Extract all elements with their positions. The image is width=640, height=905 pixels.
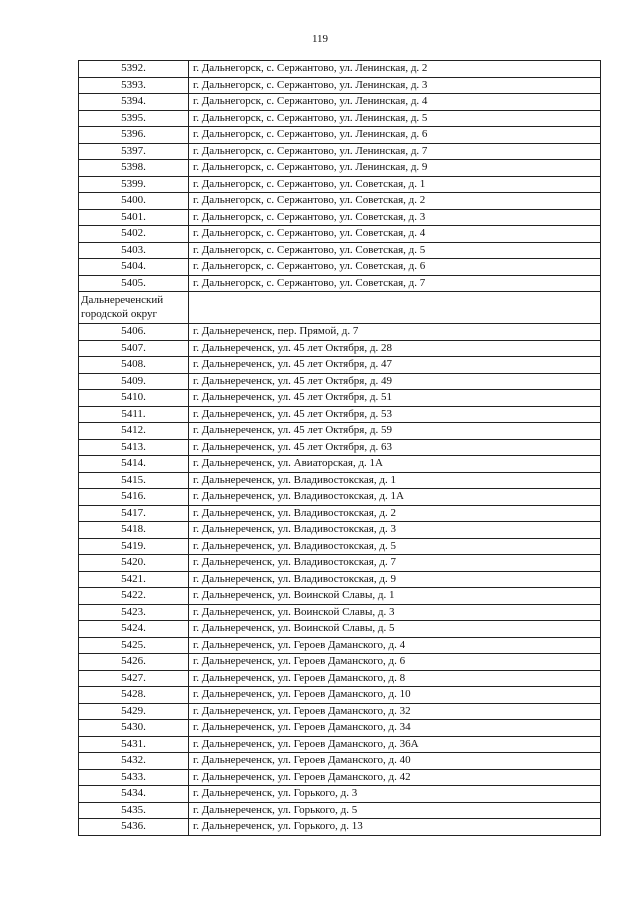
table-row [79,193,601,210]
row-number: 5393. [79,77,189,94]
row-address: г. Дальнереченск, пер. Прямой, д. 7 [189,324,601,341]
row-address: г. Дальнереченск, ул. Героев Даманского, д. 6 [189,654,601,671]
table-row [79,209,601,226]
row-number: 5403. [79,242,189,259]
table-row [79,522,601,539]
row-address: г. Дальнегорск, с. Сержантово, ул. Советская, д. 3 [189,209,601,226]
row-address: г. Дальнереченск, ул. Воинской Славы, д. 1 [189,588,601,605]
table-row [79,654,601,671]
row-address: г. Дальнереченск, ул. Героев Даманского, д. 42 [189,769,601,786]
row-number: 5395. [79,110,189,127]
row-address: г. Дальнереченск, ул. 45 лет Октября, д. 59 [189,423,601,440]
row-address: г. Дальнереченск, ул. 45 лет Октября, д. 47 [189,357,601,374]
row-address: г. Дальнереченск, ул. Горького, д. 3 [189,786,601,803]
table-row [79,769,601,786]
table-row [79,143,601,160]
row-number: 5413. [79,439,189,456]
row-number: 5420. [79,555,189,572]
table-row [79,423,601,440]
row-number: 5429. [79,703,189,720]
row-address: г. Дальнереченск, ул. 45 лет Октября, д. 51 [189,390,601,407]
row-number: 5400. [79,193,189,210]
row-number: 5419. [79,538,189,555]
row-number: 5409. [79,373,189,390]
row-number: 5404. [79,259,189,276]
section-title: Дальнереченский городской округ [79,292,189,324]
table-row [79,127,601,144]
row-address: г. Дальнегорск, с. Сержантово, ул. Ленинская, д. 4 [189,94,601,111]
row-address: г. Дальнереченск, ул. Владивостокская, д. 1А [189,489,601,506]
row-address: г. Дальнереченск, ул. Владивостокская, д. 5 [189,538,601,555]
row-address: г. Дальнегорск, с. Сержантово, ул. Ленинская, д. 2 [189,61,601,78]
row-address: г. Дальнегорск, с. Сержантово, ул. Советская, д. 6 [189,259,601,276]
row-number: 5401. [79,209,189,226]
row-number: 5436. [79,819,189,836]
row-number: 5425. [79,637,189,654]
table-row [79,357,601,374]
table-row [79,390,601,407]
table-row [79,670,601,687]
table-row [79,538,601,555]
row-number: 5397. [79,143,189,160]
table-row [79,456,601,473]
table-row [79,77,601,94]
table-row [79,736,601,753]
table-row [79,61,601,78]
row-address: г. Дальнегорск, с. Сержантово, ул. Советская, д. 5 [189,242,601,259]
row-address: г. Дальнегорск, с. Сержантово, ул. Советская, д. 7 [189,275,601,292]
row-number: 5405. [79,275,189,292]
row-address: г. Дальнереченск, ул. Героев Даманского, д. 4 [189,637,601,654]
row-address: г. Дальнереченск, ул. 45 лет Октября, д. 28 [189,340,601,357]
row-address: г. Дальнереченск, ул. Героев Даманского, д. 32 [189,703,601,720]
row-number: 5406. [79,324,189,341]
row-address: г. Дальнереченск, ул. Горького, д. 13 [189,819,601,836]
row-number: 5396. [79,127,189,144]
table-row [79,687,601,704]
row-number: 5431. [79,736,189,753]
section-empty-cell [189,292,601,324]
table-row [79,160,601,177]
row-address: г. Дальнегорск, с. Сержантово, ул. Советская, д. 4 [189,226,601,243]
table-row [79,489,601,506]
row-number: 5408. [79,357,189,374]
row-number: 5407. [79,340,189,357]
address-table [78,60,601,836]
row-address: г. Дальнереченск, ул. 45 лет Октября, д. 63 [189,439,601,456]
table-row [79,373,601,390]
table-row [79,110,601,127]
table-row [79,571,601,588]
row-number: 5421. [79,571,189,588]
table-row [79,555,601,572]
table-row [79,275,601,292]
row-number: 5423. [79,604,189,621]
row-number: 5392. [79,61,189,78]
row-address: г. Дальнереченск, ул. Горького, д. 5 [189,802,601,819]
table-row [79,226,601,243]
row-number: 5402. [79,226,189,243]
table-row [79,439,601,456]
table-row [79,819,601,836]
row-number: 5418. [79,522,189,539]
row-number: 5410. [79,390,189,407]
row-number: 5398. [79,160,189,177]
row-address: г. Дальнереченск, ул. Воинской Славы, д. 5 [189,621,601,638]
row-address: г. Дальнегорск, с. Сержантово, ул. Ленинская, д. 5 [189,110,601,127]
table-row [79,753,601,770]
row-number: 5426. [79,654,189,671]
row-number: 5422. [79,588,189,605]
row-number: 5411. [79,406,189,423]
row-address: г. Дальнереченск, ул. Владивостокская, д. 1 [189,472,601,489]
row-address: г. Дальнереченск, ул. Воинской Славы, д. 3 [189,604,601,621]
row-number: 5434. [79,786,189,803]
row-address: г. Дальнегорск, с. Сержантово, ул. Ленинская, д. 3 [189,77,601,94]
row-address: г. Дальнереченск, ул. Героев Даманского, д. 36А [189,736,601,753]
row-number: 5430. [79,720,189,737]
row-number: 5414. [79,456,189,473]
row-number: 5428. [79,687,189,704]
row-address: г. Дальнегорск, с. Сержантово, ул. Ленинская, д. 6 [189,127,601,144]
row-address: г. Дальнереченск, ул. Авиаторская, д. 1А [189,456,601,473]
row-number: 5433. [79,769,189,786]
table-row [79,505,601,522]
row-number: 5416. [79,489,189,506]
row-address: г. Дальнереченск, ул. Героев Даманского, д. 8 [189,670,601,687]
row-number: 5399. [79,176,189,193]
table-row [79,621,601,638]
row-address: г. Дальнегорск, с. Сержантово, ул. Ленинская, д. 9 [189,160,601,177]
section-header-row [79,292,601,324]
table-row [79,242,601,259]
row-address: г. Дальнереченск, ул. 45 лет Октября, д. 53 [189,406,601,423]
row-number: 5394. [79,94,189,111]
row-number: 5435. [79,802,189,819]
row-address: г. Дальнегорск, с. Сержантово, ул. Советская, д. 1 [189,176,601,193]
row-number: 5417. [79,505,189,522]
table-row [79,340,601,357]
row-number: 5427. [79,670,189,687]
table-row [79,720,601,737]
row-address: г. Дальнегорск, с. Сержантово, ул. Ленинская, д. 7 [189,143,601,160]
table-row [79,604,601,621]
row-address: г. Дальнереченск, ул. Героев Даманского, д. 10 [189,687,601,704]
row-address: г. Дальнереченск, ул. Героев Даманского, д. 34 [189,720,601,737]
table-row [79,786,601,803]
address-table-body [79,61,601,836]
row-address: г. Дальнереченск, ул. Героев Даманского, д. 40 [189,753,601,770]
row-number: 5415. [79,472,189,489]
table-row [79,176,601,193]
row-number: 5412. [79,423,189,440]
table-row [79,703,601,720]
table-row [79,802,601,819]
table-row [79,324,601,341]
row-address: г. Дальнереченск, ул. Владивостокская, д. 3 [189,522,601,539]
table-row [79,588,601,605]
row-number: 5424. [79,621,189,638]
page-number: 119 [311,33,329,45]
row-address: г. Дальнереченск, ул. Владивостокская, д. 2 [189,505,601,522]
row-address: г. Дальнереченск, ул. 45 лет Октября, д. 49 [189,373,601,390]
table-row [79,472,601,489]
table-row [79,259,601,276]
row-address: г. Дальнереченск, ул. Владивостокская, д. 7 [189,555,601,572]
row-number: 5432. [79,753,189,770]
table-row [79,406,601,423]
row-address: г. Дальнереченск, ул. Владивостокская, д. 9 [189,571,601,588]
row-address: г. Дальнегорск, с. Сержантово, ул. Советская, д. 2 [189,193,601,210]
table-row [79,94,601,111]
table-row [79,637,601,654]
